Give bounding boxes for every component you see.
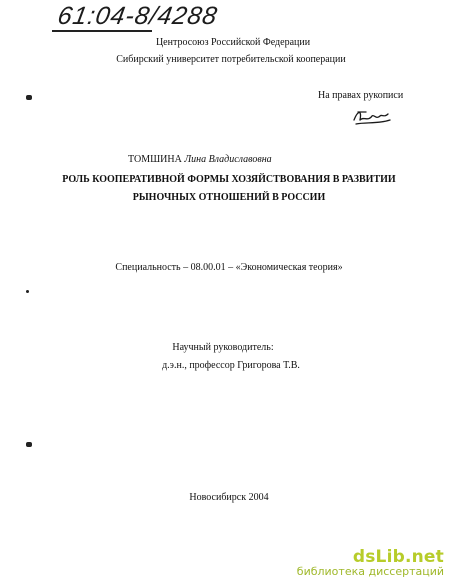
thesis-title-line-1: РОЛЬ КООПЕРАТИВНОЙ ФОРМЫ ХОЗЯЙСТВОВАНИЯ В РАЗВИТИИ <box>62 174 396 185</box>
watermark-brand: dsLib.net <box>352 547 444 567</box>
author-surname: ТОМШИНА <box>128 154 182 165</box>
library-stamp-code: 61:04-8/4288 <box>55 2 220 30</box>
speciality: Специальность – 08.00.01 – «Экономическая теория» <box>115 262 343 273</box>
manuscript-rights-note: На правах рукописи <box>318 90 404 101</box>
organization-line-2: Сибирский университет потребительской кооперации <box>116 54 346 65</box>
watermark-tagline: библиотека диссертаций <box>296 565 444 578</box>
dslib-watermark <box>297 547 444 578</box>
stamp-underline <box>52 30 152 32</box>
advisor-name: д.э.н., профессор Григорова Т.В. <box>162 360 300 371</box>
thesis-title-line-2: РЫНОЧНЫХ ОТНОШЕНИЙ В РОССИИ <box>132 192 326 203</box>
scan-mark <box>26 95 32 100</box>
advisor-label: Научный руководитель: <box>172 342 274 353</box>
author-given-names: Лина Владиславовна <box>184 154 272 165</box>
scan-mark <box>26 290 29 293</box>
signature-icon <box>350 106 394 128</box>
city-year: Новосибирск 2004 <box>189 492 269 503</box>
organization-line-1: Центросоюз Российской Федерации <box>155 37 311 48</box>
scan-mark <box>26 442 32 447</box>
author-name <box>128 154 272 165</box>
